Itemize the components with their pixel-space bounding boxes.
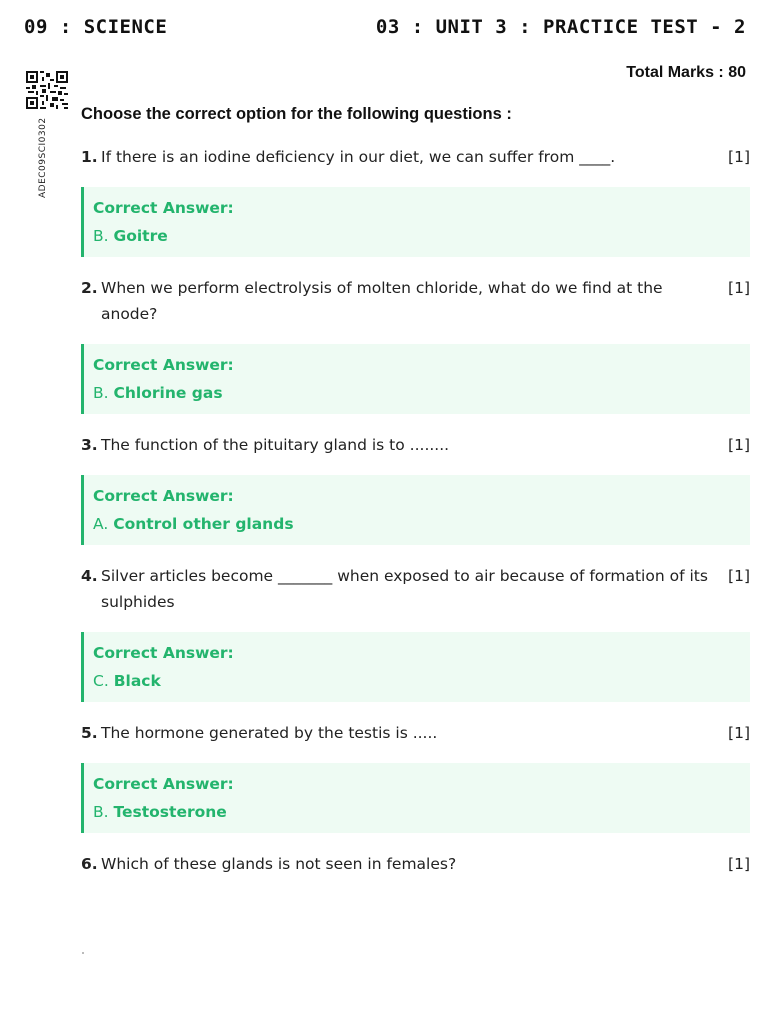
answer-option-letter: C. <box>93 672 109 690</box>
test-title: 03 : UNIT 3 : PRACTICE TEST - 2 <box>375 16 746 38</box>
question-marks: [1] <box>728 724 750 742</box>
instructions-heading: Choose the correct option for the following questions : <box>81 105 512 123</box>
answer-option-letter: A. <box>93 515 109 533</box>
question-text: If there is an iodine deficiency in our diet, we can suffer from ____. <box>101 148 616 166</box>
answer-text: Black <box>113 672 161 690</box>
answer-option-letter: B. <box>93 227 109 245</box>
answer-option-letter: B. <box>93 803 109 821</box>
document-code: ADEC09SCI0302 <box>38 117 48 198</box>
question-3 <box>81 432 750 545</box>
question-number: 6. <box>81 855 98 873</box>
question-text: When we perform electrolysis of molten chloride, what do we find at the anode? <box>101 279 663 323</box>
correct-answer-label: Correct Answer: <box>93 199 234 217</box>
correct-answer-label: Correct Answer: <box>93 356 234 374</box>
question-1 <box>81 144 750 257</box>
question-number: 2. <box>81 279 98 297</box>
question-marks: [1] <box>728 279 750 297</box>
correct-answer-box <box>81 344 750 414</box>
question-text: Which of these glands is not seen in females? <box>101 855 457 873</box>
question-number: 5. <box>81 724 98 742</box>
question-list <box>81 144 750 877</box>
answer-text: Control other glands <box>113 515 294 533</box>
question-marks: [1] <box>728 436 750 454</box>
question-2 <box>81 275 750 414</box>
page-mark <box>82 952 84 954</box>
question-5 <box>81 720 750 833</box>
question-marks: [1] <box>728 855 750 873</box>
question-number: 1. <box>81 148 98 166</box>
answer-text: Testosterone <box>113 803 227 821</box>
question-text: The hormone generated by the testis is ..... <box>101 724 438 742</box>
question-text: The function of the pituitary gland is to ........ <box>101 436 450 454</box>
question-marks: [1] <box>728 567 750 585</box>
question-marks: [1] <box>728 148 750 166</box>
question-number: 3. <box>81 436 98 454</box>
correct-answer-box <box>81 187 750 257</box>
correct-answer-box <box>81 763 750 833</box>
correct-answer-label: Correct Answer: <box>93 644 234 662</box>
answer-option-letter: B. <box>93 384 109 402</box>
correct-answer-label: Correct Answer: <box>93 775 234 793</box>
question-6 <box>81 851 750 877</box>
qr-code-icon <box>26 71 68 109</box>
question-number: 4. <box>81 567 98 585</box>
correct-answer-box <box>81 475 750 545</box>
answer-text: Chlorine gas <box>113 384 223 402</box>
total-marks: Total Marks : 80 <box>626 64 746 81</box>
correct-answer-label: Correct Answer: <box>93 487 234 505</box>
answer-text: Goitre <box>113 227 168 245</box>
correct-answer-box <box>81 632 750 702</box>
subject-title: 09 : SCIENCE <box>24 16 168 38</box>
question-text: Silver articles become _______ when exposed to air because of formation of its sulphides <box>101 567 708 611</box>
question-4 <box>81 563 750 702</box>
